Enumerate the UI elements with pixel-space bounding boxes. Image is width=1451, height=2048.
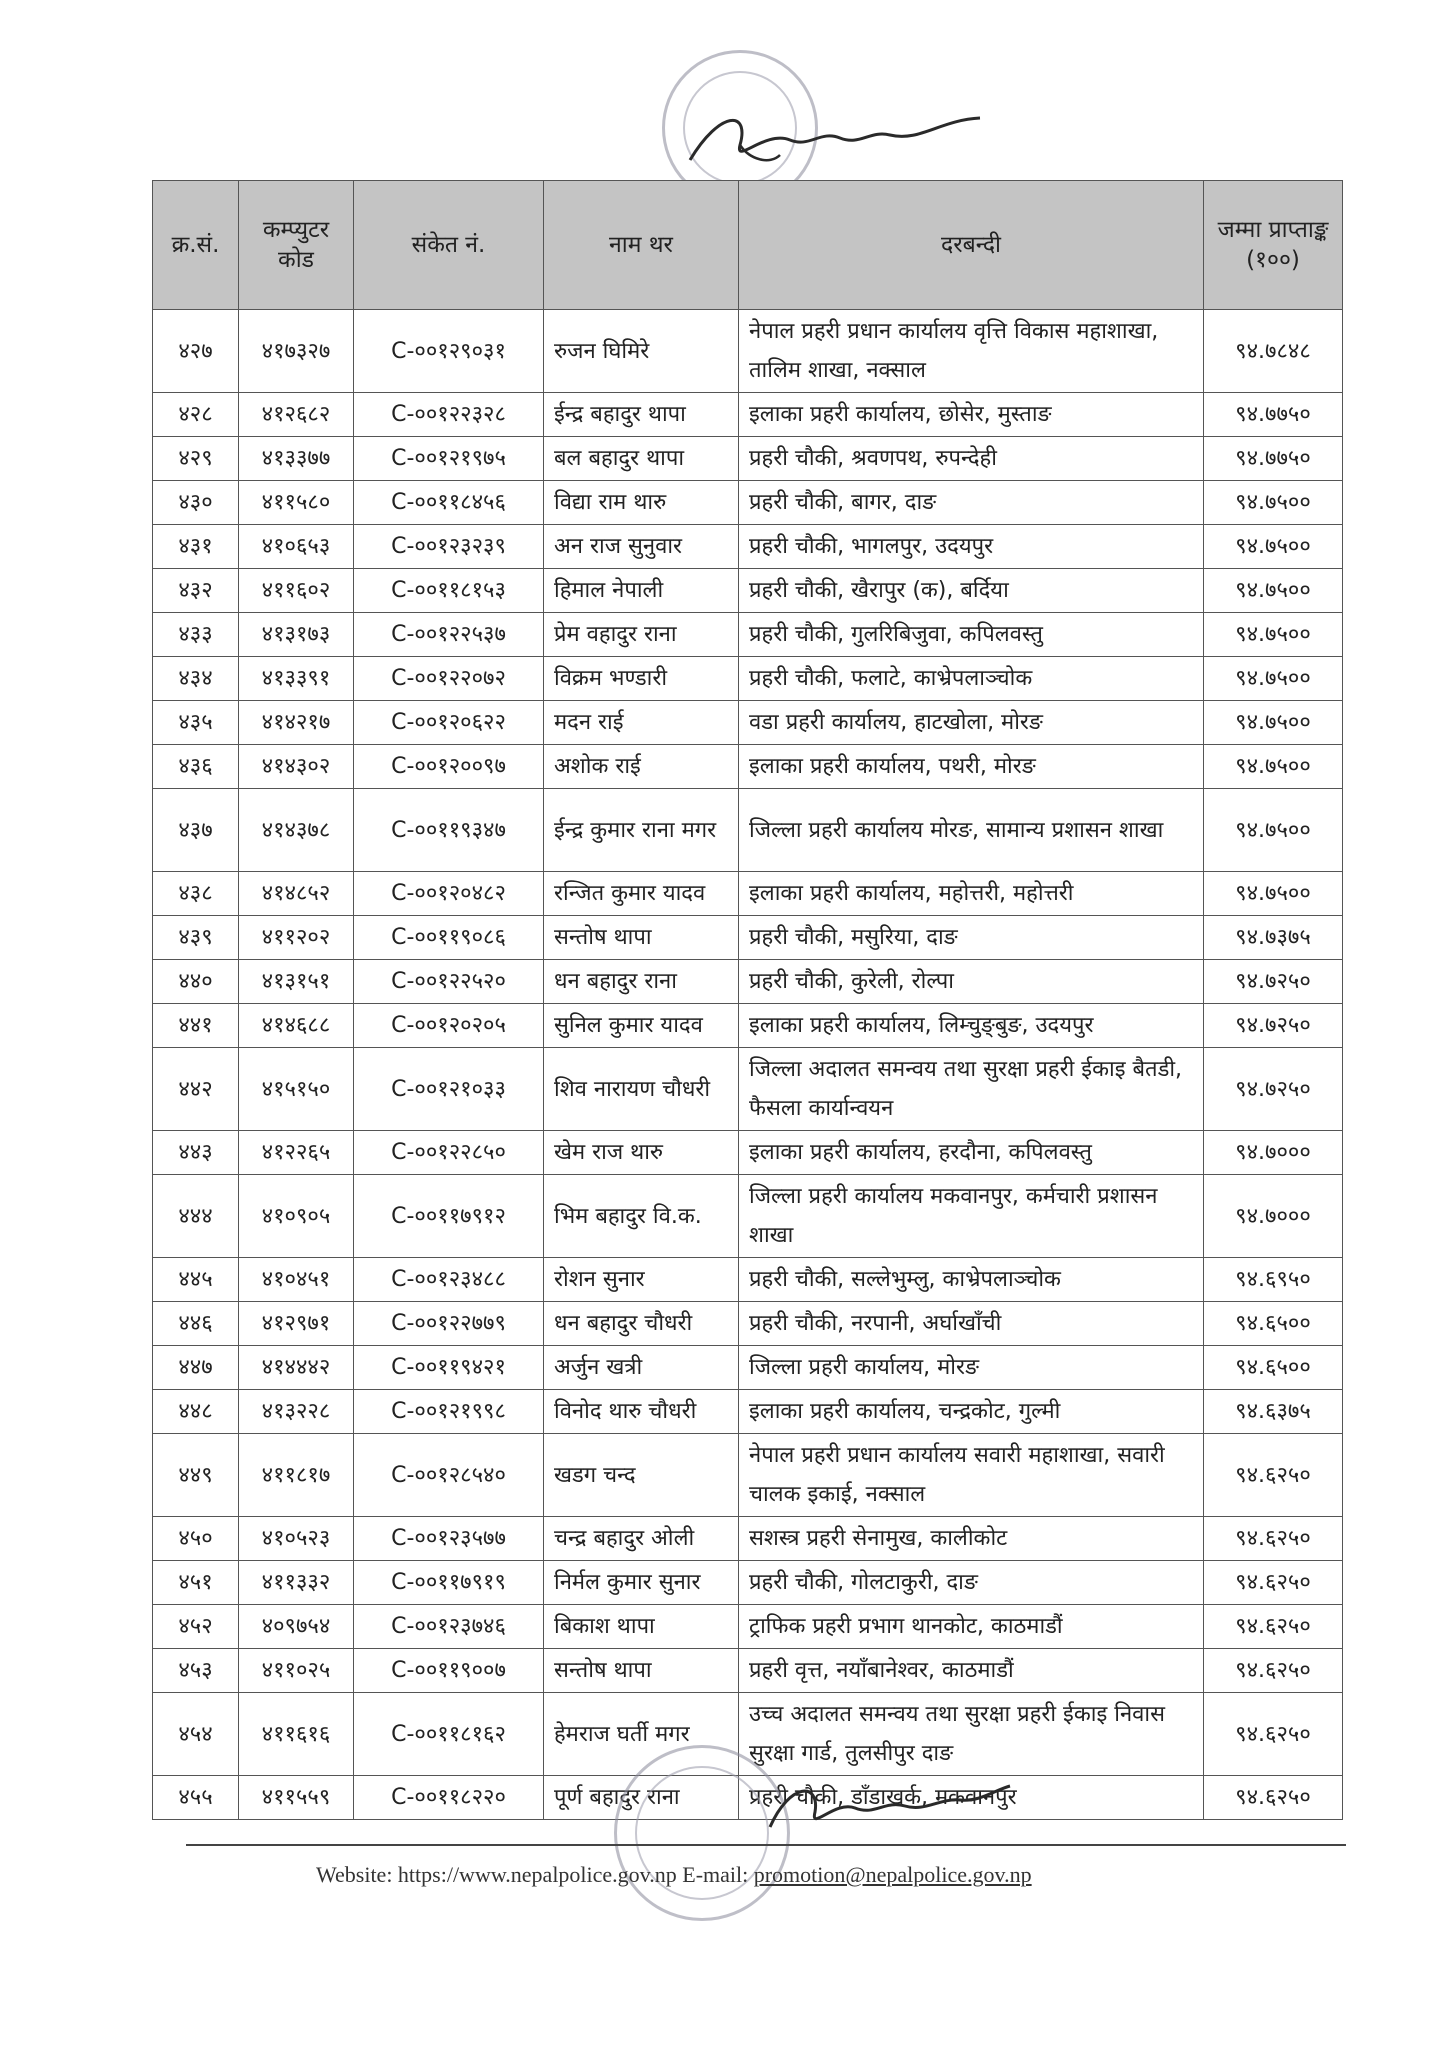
cell-serial: ४४७ [153,1346,239,1390]
cell-computer-code: ४१५१५० [239,1048,354,1131]
table-row [153,437,1343,481]
cell-serial: ४३४ [153,657,239,701]
cell-serial: ४२८ [153,393,239,437]
table-row [153,960,1343,1004]
cell-name: हेमराज घर्ती मगर [544,1693,739,1776]
cell-computer-code: ४१४६८८ [239,1004,354,1048]
cell-computer-code: ४१०४५१ [239,1258,354,1302]
cell-name: निर्मल कुमार सुनार [544,1561,739,1605]
table-row [153,393,1343,437]
cell-posting: वडा प्रहरी कार्यालय, हाटखोला, मोरङ [739,701,1204,745]
cell-total-score: ९४.६९५० [1204,1258,1343,1302]
cell-name: ईन्द्र कुमार राना मगर [544,789,739,872]
cell-symbol-no: C-००१२१९९८ [354,1390,544,1434]
cell-symbol-no: C-००११८४५६ [354,481,544,525]
cell-serial: ४४४ [153,1175,239,1258]
cell-name: मदन राई [544,701,739,745]
cell-name: शिव नारायण चौधरी [544,1048,739,1131]
header-serial: क्र.सं. [153,181,239,310]
cell-computer-code: ४१३२२८ [239,1390,354,1434]
cell-serial: ४३६ [153,745,239,789]
cell-computer-code: ४१४३७८ [239,789,354,872]
table-row [153,525,1343,569]
cell-name: रुजन घिमिरे [544,310,739,393]
cell-symbol-no: C-००१२०२०५ [354,1004,544,1048]
cell-posting: प्रहरी चौकी, डाँडाखर्क, मकवानपुर [739,1776,1204,1820]
cell-symbol-no: C-००१२२७७९ [354,1302,544,1346]
cell-posting: उच्च अदालत समन्वय तथा सुरक्षा प्रहरी ईकाइ निवास सुरक्षा गार्ड, तुलसीपुर दाङ [739,1693,1204,1776]
cell-symbol-no: C-००११९३४७ [354,789,544,872]
cell-serial: ४५४ [153,1693,239,1776]
table-row [153,1346,1343,1390]
cell-total-score: ९४.७३७५ [1204,916,1343,960]
cell-computer-code: ४१७३२७ [239,310,354,393]
cell-total-score: ९४.६३७५ [1204,1390,1343,1434]
cell-total-score: ९४.६२५० [1204,1517,1343,1561]
table-row [153,1004,1343,1048]
cell-posting: इलाका प्रहरी कार्यालय, पथरी, मोरङ [739,745,1204,789]
page-footer [316,1862,1032,1888]
cell-total-score: ९४.७२५० [1204,960,1343,1004]
cell-posting: प्रहरी चौकी, सल्लेभुम्लु, काभ्रेपलाञ्चोक [739,1258,1204,1302]
cell-total-score: ९४.७५०० [1204,525,1343,569]
cell-total-score: ९४.७५०० [1204,789,1343,872]
cell-name: धन बहादुर चौधरी [544,1302,739,1346]
footer-website: Website: https://www.nepalpolice.gov.np E-mail: [316,1862,749,1887]
cell-total-score: ९४.७८४८ [1204,310,1343,393]
table-row [153,569,1343,613]
cell-total-score: ९४.७७५० [1204,437,1343,481]
cell-symbol-no: C-००१२०६२२ [354,701,544,745]
cell-name: विनोद थारु चौधरी [544,1390,739,1434]
cell-name: हिमाल नेपाली [544,569,739,613]
cell-serial: ४५३ [153,1649,239,1693]
cell-total-score: ९४.७००० [1204,1175,1343,1258]
cell-name: चन्द्र बहादुर ओली [544,1517,739,1561]
cell-total-score: ९४.७७५० [1204,393,1343,437]
cell-symbol-no: C-००१२१९७५ [354,437,544,481]
cell-computer-code: ४११०२५ [239,1649,354,1693]
cell-total-score: ९४.७००० [1204,1131,1343,1175]
cell-posting: ट्राफिक प्रहरी प्रभाग थानकोट, काठमाडौं [739,1605,1204,1649]
cell-computer-code: ४१३१५१ [239,960,354,1004]
cell-serial: ४४२ [153,1048,239,1131]
cell-computer-code: ४१४८५२ [239,872,354,916]
table-row [153,1605,1343,1649]
cell-name: सन्तोष थापा [544,916,739,960]
table-row [153,657,1343,701]
cell-name: अशोक राई [544,745,739,789]
cell-name: विक्रम भण्डारी [544,657,739,701]
cell-serial: ४३९ [153,916,239,960]
cell-computer-code: ४१२२६५ [239,1131,354,1175]
cell-name: खडग चन्द [544,1434,739,1517]
cell-posting: इलाका प्रहरी कार्यालय, हरदौना, कपिलवस्तु [739,1131,1204,1175]
cell-computer-code: ४११५५९ [239,1776,354,1820]
cell-posting: प्रहरी चौकी, फलाटे, काभ्रेपलाञ्चोक [739,657,1204,701]
cell-name: सुनिल कुमार यादव [544,1004,739,1048]
table-row [153,872,1343,916]
cell-computer-code: ४११६१६ [239,1693,354,1776]
cell-posting: प्रहरी चौकी, बागर, दाङ [739,481,1204,525]
cell-symbol-no: C-००१२३७४६ [354,1605,544,1649]
table-header-row [153,181,1343,310]
cell-total-score: ९४.७५०० [1204,745,1343,789]
cell-computer-code: ४०९७५४ [239,1605,354,1649]
cell-computer-code: ४१२६८२ [239,393,354,437]
cell-serial: ४४६ [153,1302,239,1346]
cell-posting: इलाका प्रहरी कार्यालय, लिम्चुङ्बुङ, उदयपुर [739,1004,1204,1048]
cell-posting: प्रहरी चौकी, मसुरिया, दाङ [739,916,1204,960]
cell-serial: ४४३ [153,1131,239,1175]
table-row [153,1048,1343,1131]
cell-computer-code: ४११६०२ [239,569,354,613]
cell-posting: प्रहरी चौकी, गोलटाकुरी, दाङ [739,1561,1204,1605]
table-row [153,1649,1343,1693]
table-row [153,701,1343,745]
cell-posting: प्रहरी चौकी, गुलरिबिजुवा, कपिलवस्तु [739,613,1204,657]
cell-name: बिकाश थापा [544,1605,739,1649]
footer-divider [186,1844,1346,1846]
cell-serial: ४२७ [153,310,239,393]
cell-name: भिम बहादुर वि.क. [544,1175,739,1258]
cell-name: अर्जुन खत्री [544,1346,739,1390]
cell-name: सन्तोष थापा [544,1649,739,1693]
cell-total-score: ९४.६२५० [1204,1649,1343,1693]
cell-total-score: ९४.७२५० [1204,1004,1343,1048]
cell-total-score: ९४.७२५० [1204,1048,1343,1131]
cell-posting: इलाका प्रहरी कार्यालय, छोसेर, मुस्ताङ [739,393,1204,437]
cell-posting: प्रहरी वृत्त, नयाँबानेश्वर, काठमाडौं [739,1649,1204,1693]
cell-symbol-no: C-००११९०८६ [354,916,544,960]
cell-total-score: ९४.७५०० [1204,701,1343,745]
table-row [153,1302,1343,1346]
header-posting: दरबन्दी [739,181,1204,310]
table-row [153,613,1343,657]
cell-symbol-no: C-००११८१५३ [354,569,544,613]
cell-posting: नेपाल प्रहरी प्रधान कार्यालय सवारी महाशाखा, सवारी चालक इकाई, नक्साल [739,1434,1204,1517]
cell-serial: ४२९ [153,437,239,481]
cell-total-score: ९४.६२५० [1204,1605,1343,1649]
cell-total-score: ९४.६५०० [1204,1346,1343,1390]
cell-computer-code: ४११३३२ [239,1561,354,1605]
cell-total-score: ९४.७५०० [1204,657,1343,701]
cell-total-score: ९४.६५०० [1204,1302,1343,1346]
table-row [153,1131,1343,1175]
cell-serial: ४५० [153,1517,239,1561]
header-total-score: जम्मा प्राप्ताङ्क (१००) [1204,181,1343,310]
cell-name: ईन्द्र बहादुर थापा [544,393,739,437]
cell-symbol-no: C-००१२९०३१ [354,310,544,393]
cell-name: रोशन सुनार [544,1258,739,1302]
cell-computer-code: ४१३३७७ [239,437,354,481]
cell-symbol-no: C-००१२२८५० [354,1131,544,1175]
cell-posting: जिल्ला प्रहरी कार्यालय, मोरङ [739,1346,1204,1390]
cell-serial: ४३७ [153,789,239,872]
cell-serial: ४४८ [153,1390,239,1434]
cell-name: विद्या राम थारु [544,481,739,525]
cell-posting: प्रहरी चौकी, खैरापुर (क), बर्दिया [739,569,1204,613]
cell-symbol-no: C-००१२३४८८ [354,1258,544,1302]
cell-symbol-no: C-००११७९१९ [354,1561,544,1605]
cell-symbol-no: C-००१२२०७२ [354,657,544,701]
cell-serial: ४३३ [153,613,239,657]
cell-posting: जिल्ला प्रहरी कार्यालय मोरङ, सामान्य प्रशासन शाखा [739,789,1204,872]
cell-serial: ४३२ [153,569,239,613]
cell-symbol-no: C-००१२२३२८ [354,393,544,437]
cell-computer-code: ४११२०२ [239,916,354,960]
cell-name: रन्जित कुमार यादव [544,872,739,916]
cell-symbol-no: C-००११७९१२ [354,1175,544,1258]
cell-computer-code: ४११८१७ [239,1434,354,1517]
cell-computer-code: ४१२९७१ [239,1302,354,1346]
cell-computer-code: ४१३१७३ [239,613,354,657]
cell-computer-code: ४१४३०२ [239,745,354,789]
table-row [153,481,1343,525]
cell-posting: इलाका प्रहरी कार्यालय, चन्द्रकोट, गुल्मी [739,1390,1204,1434]
cell-computer-code: ४१०६५३ [239,525,354,569]
cell-posting: प्रहरी चौकी, नरपानी, अर्घाखाँची [739,1302,1204,1346]
cell-serial: ४३८ [153,872,239,916]
cell-name: प्रेम वहादुर राना [544,613,739,657]
cell-computer-code: ४१०९०५ [239,1175,354,1258]
signature-top [680,100,1010,180]
cell-name: खेम राज थारु [544,1131,739,1175]
cell-total-score: ९४.६२५० [1204,1776,1343,1820]
cell-computer-code: ४१४२१७ [239,701,354,745]
cell-posting: प्रहरी चौकी, भागलपुर, उदयपुर [739,525,1204,569]
cell-name: धन बहादुर राना [544,960,739,1004]
cell-posting: प्रहरी चौकी, कुरेली, रोल्पा [739,960,1204,1004]
table-row [153,1517,1343,1561]
cell-serial: ४५२ [153,1605,239,1649]
cell-total-score: ९४.७५०० [1204,481,1343,525]
footer-email-link[interactable]: promotion@nepalpolice.gov.np [753,1862,1032,1887]
cell-posting: जिल्ला प्रहरी कार्यालय मकवानपुर, कर्मचारी प्रशासन शाखा [739,1175,1204,1258]
cell-serial: ४५१ [153,1561,239,1605]
cell-total-score: ९४.७५०० [1204,613,1343,657]
cell-symbol-no: C-००११९००७ [354,1649,544,1693]
cell-total-score: ९४.६२५० [1204,1561,1343,1605]
cell-symbol-no: C-००१२२५३७ [354,613,544,657]
cell-symbol-no: C-००१२२५२० [354,960,544,1004]
cell-serial: ४३१ [153,525,239,569]
cell-serial: ४३५ [153,701,239,745]
cell-name: अन राज सुनुवार [544,525,739,569]
cell-symbol-no: C-००१२१०३३ [354,1048,544,1131]
table-row [153,1561,1343,1605]
cell-total-score: ९४.६२५० [1204,1693,1343,1776]
cell-symbol-no: C-००१२८५४० [354,1434,544,1517]
results-table [152,180,1343,1820]
cell-serial: ४४० [153,960,239,1004]
cell-name: पूर्ण बहादुर राना [544,1776,739,1820]
cell-symbol-no: C-००१२०४८२ [354,872,544,916]
table-row [153,1434,1343,1517]
cell-symbol-no: C-००१२३२३९ [354,525,544,569]
cell-computer-code: ४१४४४२ [239,1346,354,1390]
cell-symbol-no: C-००११९४२१ [354,1346,544,1390]
signature-bottom [760,1772,1020,1842]
table-row [153,1175,1343,1258]
cell-posting: सशस्त्र प्रहरी सेनामुख, कालीकोट [739,1517,1204,1561]
table-row [153,1258,1343,1302]
cell-total-score: ९४.६२५० [1204,1434,1343,1517]
cell-posting: नेपाल प्रहरी प्रधान कार्यालय वृत्ति विकास महाशाखा, तालिम शाखा, नक्साल [739,310,1204,393]
table-row [153,310,1343,393]
table-row [153,789,1343,872]
header-symbol-no: संकेत नं. [354,181,544,310]
cell-symbol-no: C-००११८२२० [354,1776,544,1820]
cell-total-score: ९४.७५०० [1204,872,1343,916]
cell-posting: जिल्ला अदालत समन्वय तथा सुरक्षा प्रहरी ईकाइ बैतडी, फैसला कार्यान्वयन [739,1048,1204,1131]
cell-symbol-no: C-००१२३५७७ [354,1517,544,1561]
cell-serial: ४४१ [153,1004,239,1048]
cell-posting: प्रहरी चौकी, श्रवणपथ, रुपन्देही [739,437,1204,481]
cell-symbol-no: C-००११८१६२ [354,1693,544,1776]
cell-posting: इलाका प्रहरी कार्यालय, महोत्तरी, महोत्तरी [739,872,1204,916]
header-computer-code: कम्प्युटर कोड [239,181,354,310]
header-name: नाम थर [544,181,739,310]
table-row [153,1390,1343,1434]
cell-serial: ४३० [153,481,239,525]
cell-serial: ४४५ [153,1258,239,1302]
table-row [153,916,1343,960]
cell-computer-code: ४१०५२३ [239,1517,354,1561]
table-row [153,745,1343,789]
cell-name: बल बहादुर थापा [544,437,739,481]
cell-computer-code: ४१३३९१ [239,657,354,701]
cell-serial: ४४९ [153,1434,239,1517]
cell-symbol-no: C-००१२००९७ [354,745,544,789]
cell-serial: ४५५ [153,1776,239,1820]
cell-computer-code: ४११५८० [239,481,354,525]
cell-total-score: ९४.७५०० [1204,569,1343,613]
